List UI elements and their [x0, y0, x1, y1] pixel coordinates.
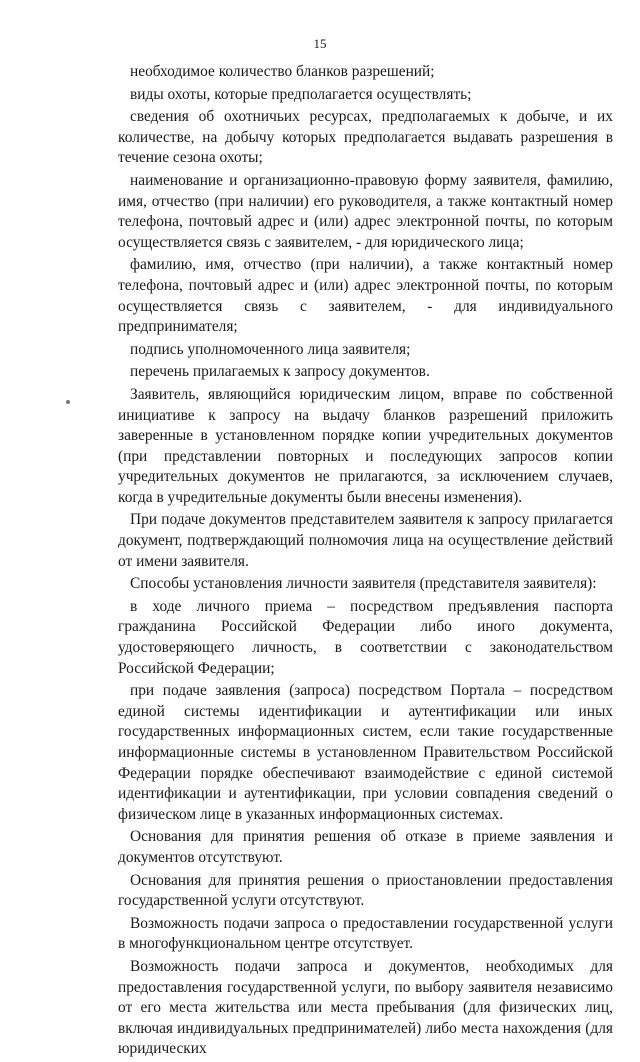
- list-item-legal-entity: наименование и организационно-правовую форму заявителя, фамилию, имя, отчество (при наличии) его руководителя, а также контактный номер телефона, почтовый адрес и (или) адрес электронной почты, по которым осуществляется связь с заявителем, - для юридического лица;: [118, 171, 613, 251]
- paragraph-founding-documents: Заявитель, являющийся юридическим лицом, вправе по собственной инициативе к запросу на выдачу бланков разрешений приложить заверенные в установленном порядке копии учредительных документов (при представлении повторных и последующих запросов копии учредительных документов не прилагаются, за исключением случаев, когда в учредительные документы были внесены изменения).: [118, 385, 613, 506]
- paragraph-mfc: Возможность подачи запроса о предоставлении государственной услуги в многофункциональном центре отсутствует.: [118, 914, 613, 953]
- paragraph-suspension-grounds: Основания для принятия решения о приостановлении предоставления государственной услуги отсутствуют.: [118, 871, 613, 910]
- list-item-resources: сведения об охотничьих ресурсах, предполагаемых к добыче, и их количестве, на добычу которых предполагается выдавать разрешения в течение сезона охоты;: [118, 108, 613, 167]
- list-item-entrepreneur: фамилию, имя, отчество (при наличии), а также контактный номер телефона, почтовый адрес и (или) адрес электронной почты, по которым осуществляется связь с заявителем, - для индивидуального предпринимателя;: [118, 256, 613, 336]
- margin-mark: [66, 400, 70, 404]
- paragraph-representative: При подаче документов представителем заявителя к запросу прилагается документ, подтверждающий полномочия лица на осуществление действий от имени заявителя.: [118, 511, 613, 570]
- body-text: [118, 62, 613, 1062]
- page-number: 15: [313, 36, 327, 51]
- paragraph-extraterritorial: Возможность подачи запроса и документов, необходимых для предоставления государственной услуги, по выбору заявителя независимо от его места жительства или места пребывания (для физических лиц, включая индивидуальных предпринимателей) либо места нахождения (для юридических: [118, 957, 613, 1058]
- list-item-portal: при подаче заявления (запроса) посредством Портала – посредством единой системы идентификации и аутентификации или иных государственных информационных систем, если такие государственные информационные системы в установленном Правительством Российской Федерации порядке обеспечивают взаимодействие с единой системой идентификации и аутентификации, при условии совпадения сведений о физическом лице в указанных информационных системах.: [118, 682, 613, 823]
- list-item-signature: подпись уполномоченного лица заявителя;: [130, 340, 411, 358]
- list-item-attachments: перечень прилагаемых к запросу документов.: [130, 363, 430, 381]
- paragraph-identity-methods: Способы установления личности заявителя (представителя заявителя):: [130, 575, 597, 593]
- paragraph-refusal-grounds: Основания для принятия решения об отказе в приеме заявления и документов отсутствуют.: [118, 828, 613, 866]
- list-item-blank-count: необходимое количество бланков разрешений;: [130, 63, 435, 80]
- list-item-personal-visit: в ходе личного приема – посредством предъявления паспорта гражданина Российской Федерации либо иного документа, удостоверяющего личность, в соответствии с законодательством Российской Федерации;: [118, 597, 613, 677]
- list-item-hunting-types: виды охоты, которые предполагается осуществлять;: [130, 85, 472, 103]
